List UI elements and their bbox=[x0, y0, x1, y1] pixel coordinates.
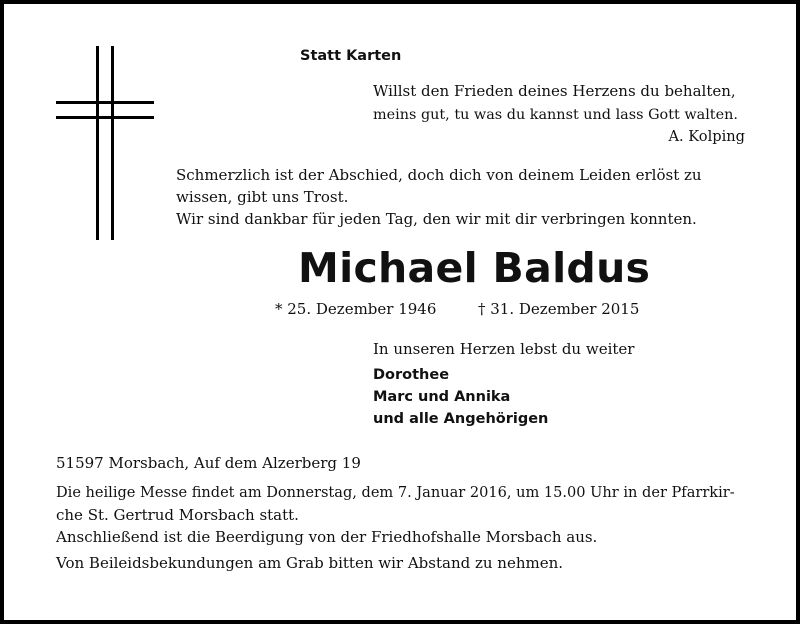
cross-icon bbox=[56, 46, 154, 240]
death-date: † 31. Dezember 2015 bbox=[478, 300, 640, 318]
burial-info: Anschließend ist die Beerdigung von der Friedhofshalle Morsbach aus. bbox=[56, 528, 598, 546]
poem-line: Willst den Frieden deines Herzens du behalten, bbox=[373, 82, 736, 100]
mass-info-line: che St. Gertrud Morsbach statt. bbox=[56, 506, 299, 524]
poem-line: meins gut, tu was du kannst und lass Gott walten. bbox=[373, 107, 738, 123]
mourner-name: und alle Angehörigen bbox=[373, 411, 549, 427]
message-line: Schmerzlich ist der Abschied, doch dich von deinem Leiden erlöst zu bbox=[176, 166, 702, 184]
poem-author: A. Kolping bbox=[668, 128, 745, 145]
birth-date: * 25. Dezember 1946 bbox=[275, 300, 437, 318]
statt-karten-heading: Statt Karten bbox=[300, 48, 402, 64]
deceased-name: Michael Baldus bbox=[298, 244, 651, 292]
mourner-name: Dorothee bbox=[373, 367, 450, 383]
mourners-intro: In unseren Herzen lebst du weiter bbox=[373, 340, 635, 358]
message-line: Wir sind dankbar für jeden Tag, den wir mit dir verbringen konnten. bbox=[176, 210, 697, 228]
address: 51597 Morsbach, Auf dem Alzerberg 19 bbox=[56, 454, 361, 472]
mourner-name: Marc und Annika bbox=[373, 389, 511, 405]
mass-info-line: Die heilige Messe findet am Donnerstag, dem 7. Januar 2016, um 15.00 Uhr in der Pfarrkir- bbox=[56, 484, 735, 501]
message-line: wissen, gibt uns Trost. bbox=[176, 188, 349, 206]
condolence-note: Von Beileidsbekundungen am Grab bitten wir Abstand zu nehmen. bbox=[56, 554, 564, 572]
